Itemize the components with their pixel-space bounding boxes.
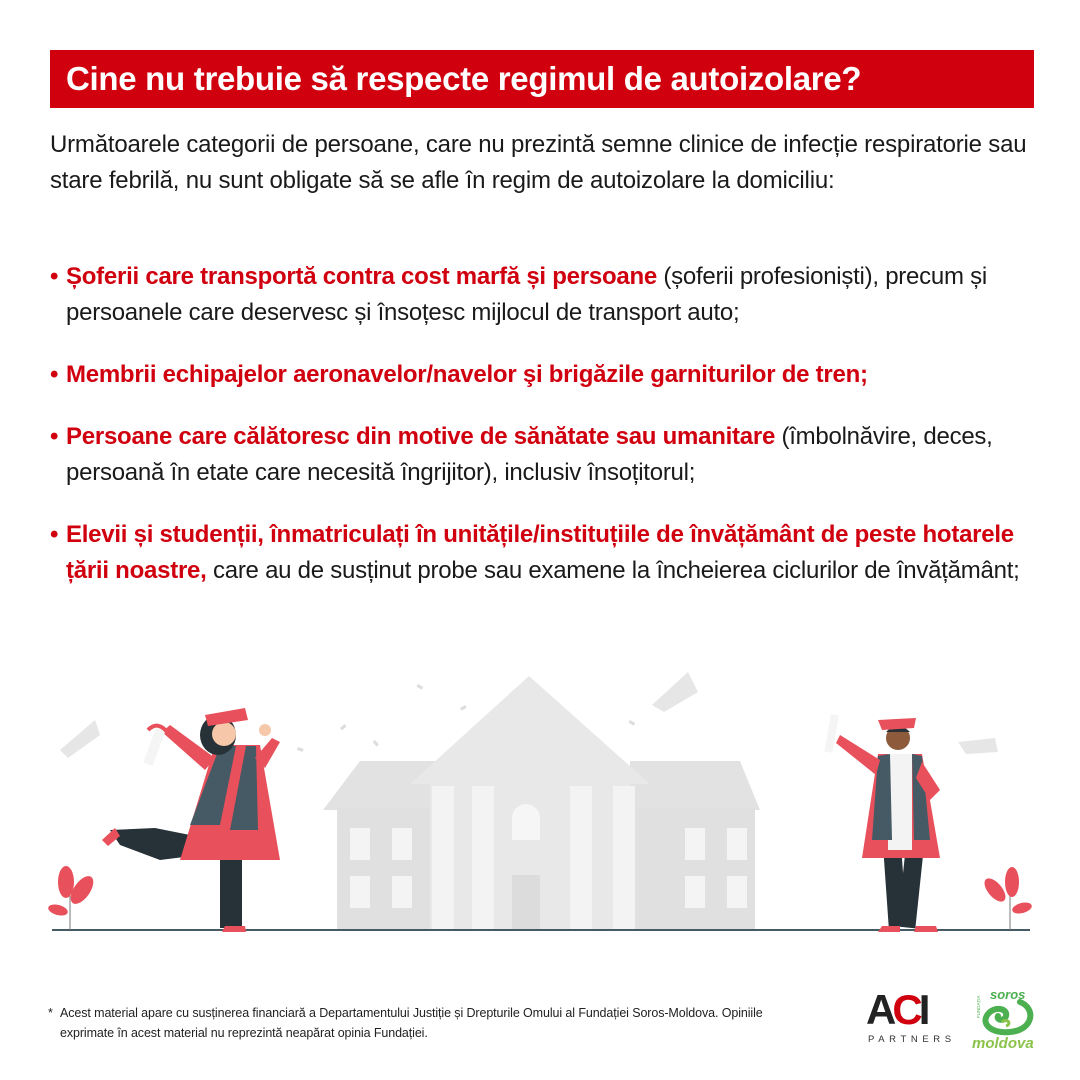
list-item-text: (îmbolnăvire, deces, persoană în etate care necesită îngrijitor), inclusiv însoțitorul; (66, 423, 993, 486)
svg-text:moldova: moldova (972, 1035, 1034, 1050)
footnote-marker: * (48, 1006, 53, 1020)
list-item-highlight: Șoferii care transportă contra cost marfă și persoane (66, 263, 657, 290)
footnote (48, 1003, 808, 1043)
list-item-text: care au de susținut probe sau examene la încheierea ciclurilor de învățământ; (206, 557, 1020, 584)
aci-partners-logo (866, 986, 956, 1050)
university-building-icon (323, 676, 760, 930)
list-item-text: (șoferii profesioniști), precum și persoanele care deservesc și însoțesc mijlocul de transport auto; (66, 263, 987, 326)
bullet-icon: • (50, 423, 59, 450)
list-item (50, 517, 1040, 589)
list-item-highlight: Elevii și studenții, înmatriculați în unitățile/instituțiile de învățământ de peste hotarele țării noastre, (66, 521, 1014, 584)
graduates-building-icon (40, 650, 1040, 950)
page-title: Cine nu trebuie să respecte regimul de autoizolare? (66, 60, 862, 97)
soros-swirl-icon (962, 988, 1042, 1050)
bullet-icon: • (50, 263, 59, 290)
list-item (50, 357, 1040, 393)
list-item (50, 419, 1040, 491)
aci-logo-mark: A C I (866, 986, 927, 1033)
plant-icon (981, 867, 1033, 930)
exemption-list (50, 259, 1040, 589)
title-banner (50, 50, 1034, 108)
graduate-left-icon (102, 708, 280, 932)
aci-logo-subtitle: PARTNERS (868, 1034, 956, 1045)
soros-moldova-logo (962, 988, 1042, 1050)
bullet-icon: • (50, 521, 59, 548)
plant-icon (47, 866, 98, 930)
svg-text:soros: soros (990, 988, 1026, 1002)
svg-text:FUNDAȚIA: FUNDAȚIA (976, 995, 981, 1018)
list-item-highlight: Persoane care călătoresc din motive de sănătate sau umanitare (66, 423, 776, 450)
footnote-text: Acest material apare cu susținerea financiară a Departamentului Justiție și Drepturile Omului al Fundației Soros-Moldova. Opiniile exprimate în acest material nu reprezintă neapărat opinia Fundației. (60, 1006, 763, 1040)
list-item (50, 259, 1040, 331)
list-item-highlight: Membrii echipajelor aeronavelor/navelor şi brigăzile garniturilor de tren; (66, 361, 868, 388)
intro-paragraph: Următoarele categorii de persoane, care nu prezintă semne clinice de infecție respiratorie sau stare febrilă, nu sunt obligate să se afle în regim de autoizolare la domiciliu: (50, 131, 1027, 194)
graduation-illustration (40, 650, 1040, 950)
bullet-icon: • (50, 361, 59, 388)
graduate-right-icon (824, 714, 940, 932)
